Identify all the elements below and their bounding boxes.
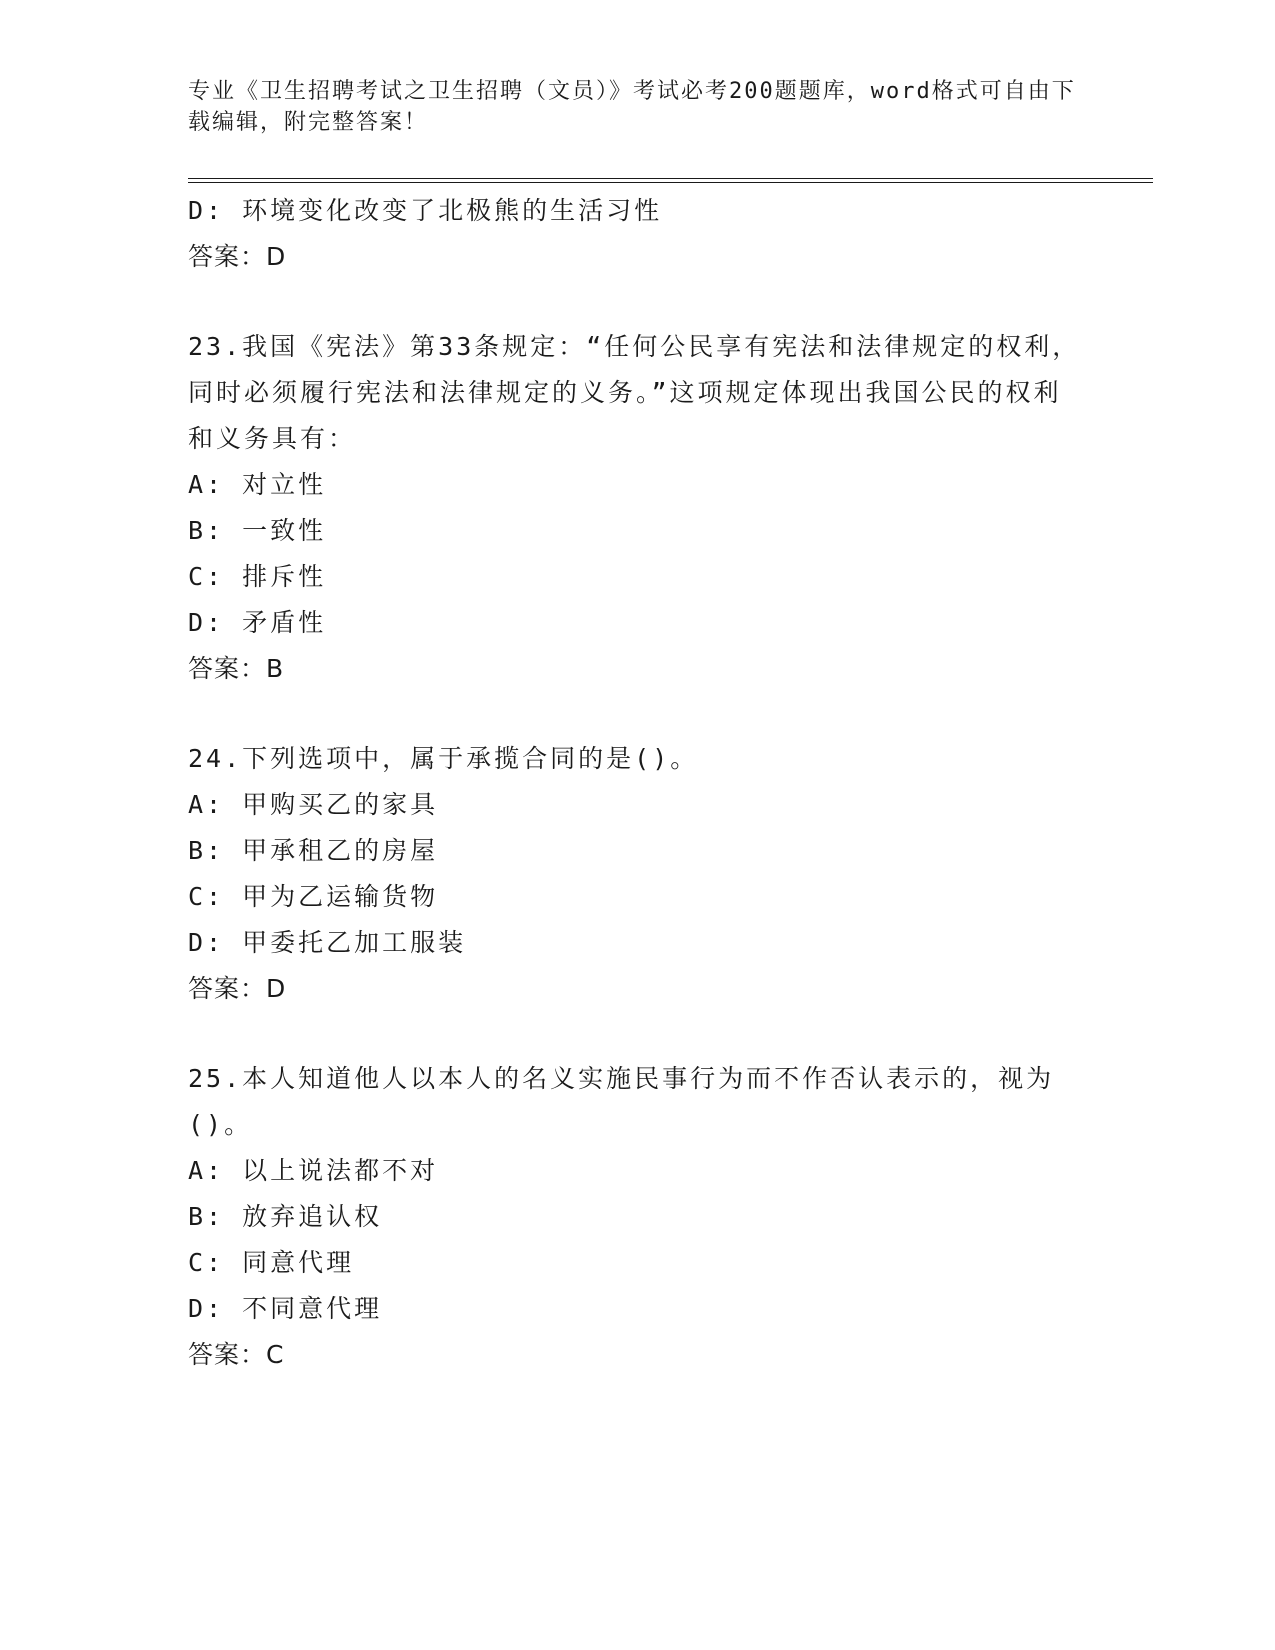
option-d: D: 甲委托乙加工服装: [188, 928, 467, 957]
option-b: B: 一致性: [188, 516, 327, 545]
question-content: [188, 188, 1088, 1378]
question-answer: 答案：D: [188, 974, 287, 1003]
header-rule-top: [188, 178, 1153, 179]
prev-question-answer: 答案：D: [188, 242, 287, 271]
option-c: C: 排斥性: [188, 562, 327, 591]
header-rule-bottom: [188, 182, 1153, 183]
option-a: A: 以上说法都不对: [188, 1156, 439, 1185]
option-b: B: 甲承租乙的房屋: [188, 836, 439, 865]
question-stem: 23.我国《宪法》第33条规定：“任何公民享有宪法和法律规定的权利，同时必须履行宪法和法律规定的义务。”这项规定体现出我国公民的权利和义务具有：: [188, 332, 1081, 453]
option-b: B: 放弃追认权: [188, 1202, 383, 1231]
option-a: A: 对立性: [188, 470, 327, 499]
question-answer: 答案：C: [188, 1340, 285, 1369]
option-c: C: 甲为乙运输货物: [188, 882, 439, 911]
question-24: [188, 736, 1088, 1012]
spacer: [188, 692, 1088, 736]
option-d: D: 矛盾性: [188, 608, 327, 637]
question-23: [188, 324, 1088, 692]
question-25: [188, 1056, 1088, 1378]
question-answer: 答案：B: [188, 654, 285, 683]
option-a: A: 甲购买乙的家具: [188, 790, 439, 819]
document-header: 专业《卫生招聘考试之卫生招聘（文员）》考试必考200题题库，word格式可自由下载编辑，附完整答案！: [188, 79, 1076, 135]
question-stem: 24.下列选项中，属于承揽合同的是()。: [188, 744, 699, 773]
question-stem: 25.本人知道他人以本人的名义实施民事行为而不作否认表示的，视为()。: [188, 1064, 1055, 1139]
option-d: D: 不同意代理: [188, 1294, 383, 1323]
spacer: [188, 1012, 1088, 1056]
option-c: C: 同意代理: [188, 1248, 355, 1277]
spacer: [188, 280, 1088, 324]
prev-question-option-d: D: 环境变化改变了北极熊的生活习性: [188, 196, 663, 225]
